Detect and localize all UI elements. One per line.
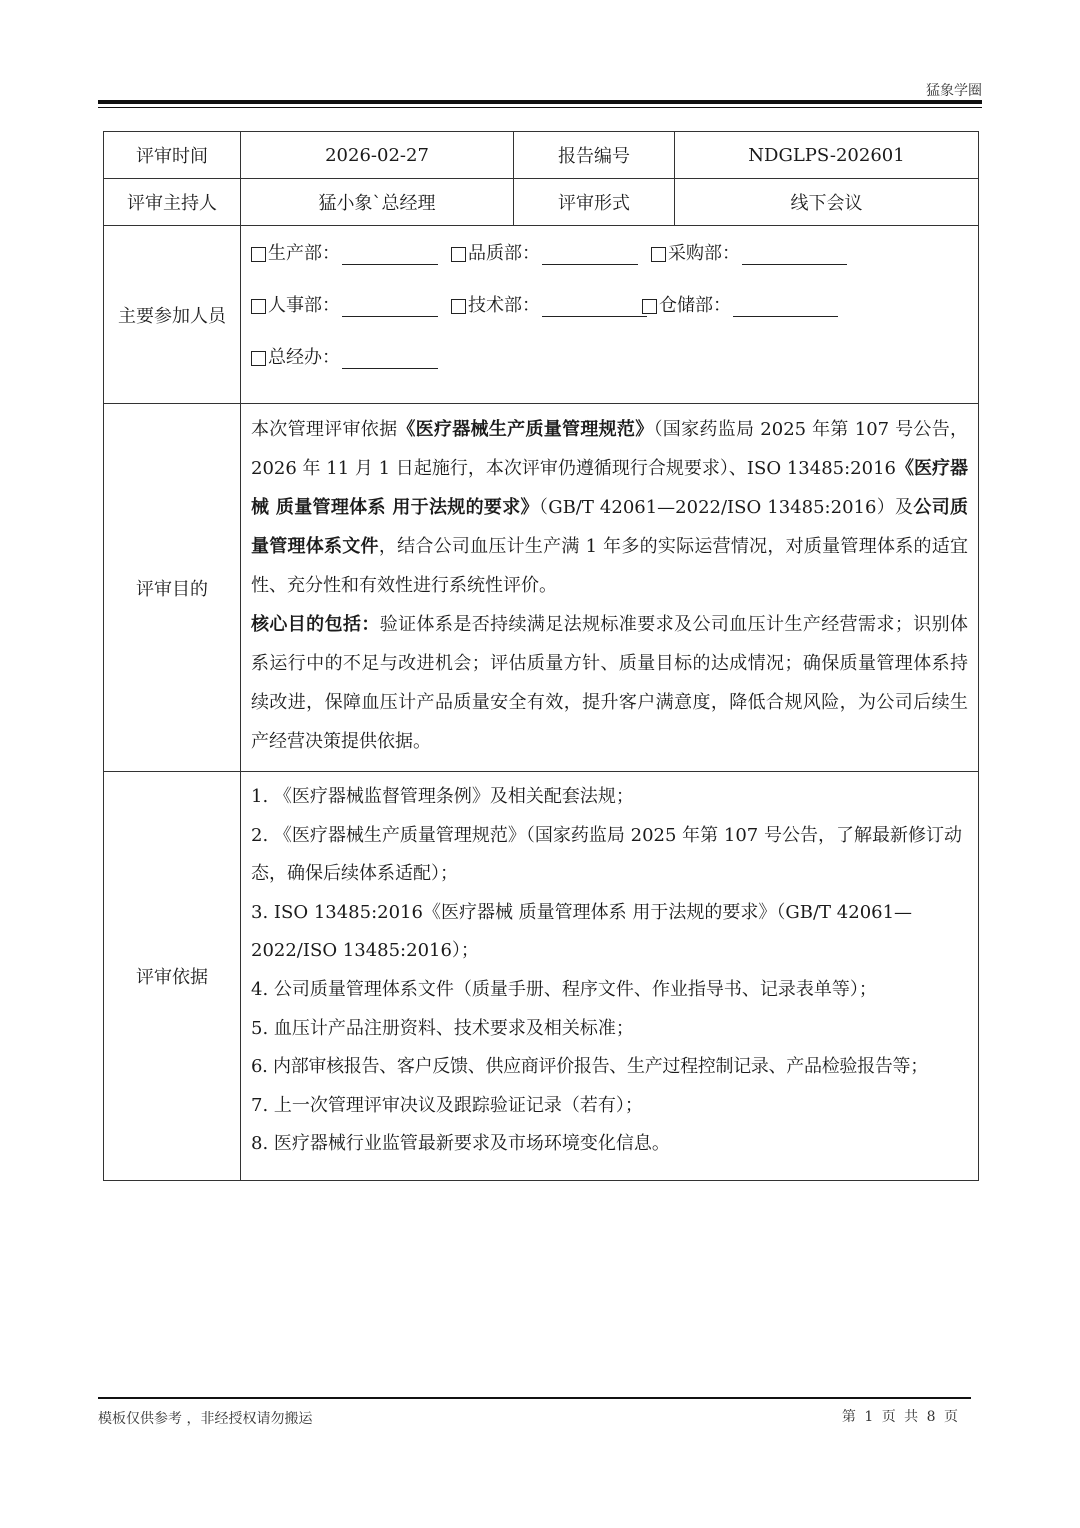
basis-item: 4. 公司质量管理体系文件（质量手册、程序文件、作业指导书、记录表单等）； [251, 978, 877, 1000]
review-table [103, 131, 979, 1181]
footer-rule [98, 1397, 971, 1399]
host-value: 猛小象`总经理 [241, 179, 514, 226]
page-number: 第 1 页 共 8 页 [841, 1409, 958, 1425]
header-rule-thin [98, 107, 982, 108]
report-no-label: 报告编号 [514, 132, 675, 179]
basis-label: 评审依据 [104, 772, 241, 1181]
row-time [104, 132, 979, 179]
basis-item: 3. ISO 13485:2016《医疗器械 质量管理体系 用于法规的要求》（GB/T 42061—2022/ISO 13485:2016）； [251, 901, 913, 962]
basis-cell [241, 772, 979, 1181]
purpose-paragraph-2: 核心目的包括：验证体系是否持续满足法规标准要求及公司血压计生产经营需求；识别体系运行中的不足与改进机会；评估质量方针、质量目标的达成情况；确保质量管理体系持续改进，保障血压计产品质量安全有效，提升客户满意度，降低合规风险，为公司后续生产经营决策提供依据。 [251, 614, 968, 752]
dept-gm-office: 总经办： [251, 343, 451, 369]
checkbox[interactable] [251, 247, 266, 262]
basis-item: 2. 《医疗器械生产质量管理规范》（国家药监局 2025 年第 107 号公告，了解最新修订动态，确保后续体系适配）； [251, 824, 962, 885]
purpose-paragraph-1: 本次管理评审依据《医疗器械生产质量管理规范》（国家药监局 2025 年第 107 号公告，2026 年 11 月 1 日起施行，本次评审仍遵循现行合规要求）、ISO 13485:2016《医疗器械 质量管理体系 用于法规的要求》（GB/T 42061—2022/ISO 13485:2016）及公司质量管理体系文件，结合公司血压计生产满 1 年多的实际运营情况，对质量管理体系的适宜性、充分性和有效性进行系统性评价。 [251, 419, 969, 596]
row-participants [104, 226, 979, 404]
basis-item: 5. 血压计产品注册资料、技术要求及相关标准； [251, 1017, 634, 1039]
fill-blank[interactable] [542, 246, 638, 265]
dept-production: 生产部： [251, 239, 451, 265]
form-label: 评审形式 [514, 179, 675, 226]
fill-blank[interactable] [342, 298, 438, 317]
basis-item: 7. 上一次管理评审决议及跟踪验证记录（若有）； [251, 1094, 643, 1116]
report-no-value: NDGLPS-202601 [675, 132, 979, 179]
header-brand: 猛象学圈 [926, 83, 982, 99]
checkbox[interactable] [451, 299, 466, 314]
basis-item: 1. 《医疗器械监督管理条例》及相关配套法规； [251, 786, 634, 807]
dept-quality: 品质部： [451, 239, 651, 265]
form-value: 线下会议 [675, 179, 979, 226]
participants-row [251, 278, 968, 330]
checkbox[interactable] [651, 247, 666, 262]
purpose-label: 评审目的 [104, 404, 241, 772]
participants-cell [241, 226, 979, 404]
fill-blank[interactable] [542, 298, 647, 317]
host-label: 评审主持人 [104, 179, 241, 226]
checkbox[interactable] [251, 351, 266, 366]
dept-tech: 技术部： [451, 291, 651, 317]
checkbox[interactable] [251, 299, 266, 314]
footer-notice: 模板仅供参考 ，非经授权请勿搬运 [98, 1411, 313, 1427]
checkbox[interactable] [642, 299, 657, 314]
fill-blank[interactable] [733, 298, 838, 317]
fill-blank[interactable] [742, 246, 847, 265]
row-basis [104, 772, 979, 1181]
row-host [104, 179, 979, 226]
participants-row [251, 226, 968, 278]
basis-item: 8. 医疗器械行业监管最新要求及市场环境变化信息。 [251, 1133, 670, 1155]
checkbox[interactable] [451, 247, 466, 262]
purpose-cell [241, 404, 979, 772]
dept-purchasing: 采购部： [651, 239, 851, 265]
dept-hr: 人事部： [251, 291, 451, 317]
time-label: 评审时间 [104, 132, 241, 179]
participants-row [251, 330, 968, 382]
basis-item: 6. 内部审核报告、客户反馈、供应商评价报告、生产过程控制记录、产品检验报告等； [251, 1056, 928, 1078]
header-rule-thick [98, 100, 982, 104]
time-value: 2026-02-27 [241, 132, 514, 179]
dept-warehouse: 仓储部： [642, 291, 842, 317]
participants-label: 主要参加人员 [104, 226, 241, 404]
row-purpose [104, 404, 979, 772]
fill-blank[interactable] [342, 350, 438, 369]
fill-blank[interactable] [342, 246, 438, 265]
